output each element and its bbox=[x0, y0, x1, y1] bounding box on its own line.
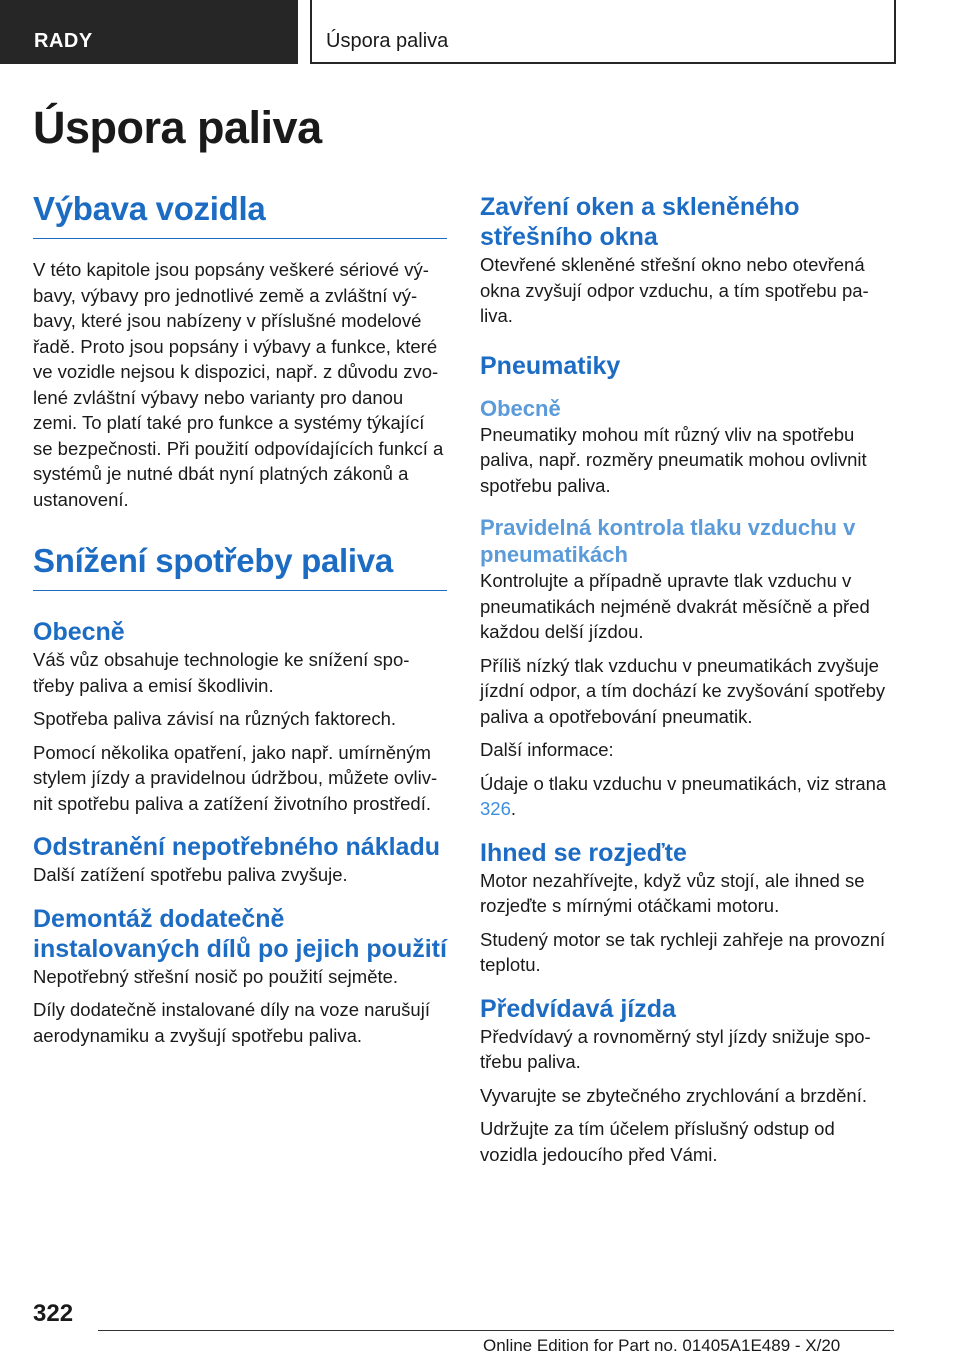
paragraph-demontaz-2: Díly dodatečně instalované díly na voze narušují aerodynamiku a zvyšují spotřebu paliva. bbox=[33, 999, 430, 1046]
paragraph-snizeni-1: Váš vůz obsahuje technologie ke snížení spo-třeby paliva a emisí škodlivin. bbox=[33, 649, 410, 696]
footer-divider bbox=[98, 1330, 894, 1331]
paragraph-demontaz-1: Nepotřebný střešní nosič po použití sejměte. bbox=[33, 965, 399, 987]
heading-snizeni-obecne: Obecně bbox=[33, 618, 125, 646]
paragraph-kontrola-4 bbox=[480, 771, 896, 822]
page-reference-link[interactable]: 326 bbox=[480, 798, 511, 819]
heading-naklad: Odstranění nepotřebného nákladu bbox=[33, 833, 440, 861]
paragraph-kontrola-4-end: . bbox=[510, 798, 517, 819]
paragraph-okna: Otevřené skleněné střešní okno nebo otevřená okna zvyšují odpor vzduchu, a tím spotřebu pa-liva. bbox=[480, 254, 869, 326]
heading-kontrola-tlaku: Pravidelná kontrola tlaku vzduchu v pneumatikách bbox=[480, 515, 856, 567]
paragraph-kontrola-1: Kontrolujte a případně upravte tlak vzduchu v pneumatikách nejméně dvakrát měsíčně a před každou delší jízdou. bbox=[480, 570, 870, 642]
paragraph-kontrola-4-text: Údaje o tlaku vzduchu v pneumatikách, viz strana bbox=[480, 772, 887, 794]
paragraph-kontrola-3: Další informace: bbox=[480, 739, 614, 760]
paragraph-predvidava-3: Udržujte za tím účelem příslušný odstup od vozidla jedoucího před Vámi. bbox=[480, 1118, 835, 1165]
page-title: Úspora paliva bbox=[33, 102, 322, 153]
heading-snizeni: Snížení spotřeby paliva bbox=[33, 542, 447, 591]
heading-predvidava: Předvídavá jízda bbox=[480, 994, 676, 1023]
left-column bbox=[33, 190, 447, 1056]
paragraph-predvidava-1: Předvídavý a rovnoměrný styl jízdy snižuje spo-třebu paliva. bbox=[480, 1025, 871, 1072]
heading-vybava: Výbava vozidla bbox=[33, 190, 447, 239]
right-column bbox=[480, 192, 896, 1175]
paragraph-naklad: Další zatížení spotřebu paliva zvyšuje. bbox=[33, 864, 348, 885]
paragraph-rozjedte-1: Motor nezahřívejte, když vůz stojí, ale ihned se rozjeďte s mírnými otáčkami motoru. bbox=[480, 869, 865, 916]
heading-rozjedte: Ihned se rozjeďte bbox=[480, 838, 687, 867]
paragraph-vybava: V této kapitole jsou popsány veškeré sériové vý-bavy, výbavy pro jednotlivé země a zvláštní vý-bavy, které jsou nabízeny v příslušné modelové řadě. Proto jsou popsány i výbavy a funkce, které ve vozidle nejsou k dispozici, např. z důvodu zvo-lené zvláštní výbavy nebo varianty pro danou zemi. To platí také pro funkce a systémy týkající se bezpečnosti. Při použití odpovídajících funkcí a systémů je nutné dbát nyní platných zákonů a ustanovení. bbox=[33, 259, 444, 510]
heading-demontaz: Demontáž dodatečně instalovaných dílů po jejich použití bbox=[33, 904, 447, 963]
paragraph-kontrola-2: Příliš nízký tlak vzduchu v pneumatikách zvyšuje jízdní odpor, a tím dochází ke zvyšování spotřeby paliva a opotřebování pneumatik. bbox=[480, 654, 886, 727]
page-number: 322 bbox=[33, 1300, 74, 1327]
paragraph-predvidava-2: Vyvarujte se zbytečného zrychlování a brzdění. bbox=[480, 1084, 867, 1106]
heading-okna: Zavření oken a skleněného střešního okna bbox=[480, 193, 800, 251]
paragraph-rozjedte-2: Studený motor se tak rychleji zahřeje na provozní teplotu. bbox=[480, 928, 886, 975]
paragraph-snizeni-2: Spotřeba paliva závisí na různých faktorech. bbox=[33, 708, 396, 729]
paragraph-pneumatiky-obecne: Pneumatiky mohou mít různý vliv na spotřebu paliva, např. rozměry pneumatik mohou ovlivnit spotřebu paliva. bbox=[480, 423, 867, 496]
heading-pneumatiky: Pneumatiky bbox=[480, 351, 621, 380]
paragraph-snizeni-3: Pomocí několika opatření, jako např. umírněným stylem jízdy a pravidelnou údržbou, můžete ovliv-nit spotřebu paliva a zatížení životního prostředí. bbox=[33, 741, 438, 814]
header-chapter-tab: Úspora paliva bbox=[310, 0, 896, 64]
heading-pneumatiky-obecne: Obecně bbox=[480, 395, 561, 421]
footer-edition: Online Edition for Part no. 01405A1E489 - X/20 bbox=[483, 1336, 841, 1355]
header-section-tab: RADY bbox=[0, 0, 298, 64]
